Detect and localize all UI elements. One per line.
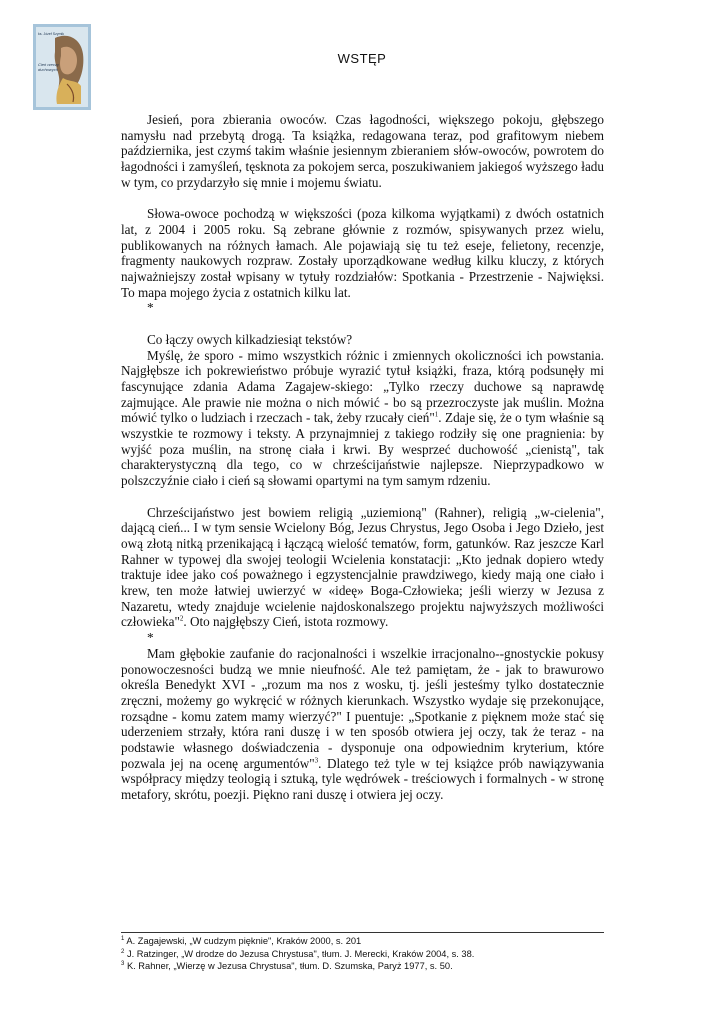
paragraph-3-continued: Zdaje się, że o tym właśnie są wszystkie te rozmowy i teksty. A przynajmniej z takiego rodziły się one pragnienia: by wyjść poza muślin, na stronę ciała i krwi. By wesprzeć duchowość „cienistą", tak charakterystyczną dla tego, co w chrześcijaństwie najlepsze. Nieprzypadkowo w polszczyźnie ciało i cień są słowami opartymi na tym samym rdzeniu. xyxy=(121,410,604,489)
footnote-divider xyxy=(121,932,604,933)
paragraph-5: Mam głębokie zaufanie do racjonalności i wszelkie irracjonalno--gnostyckie pokusy ponowoczesności budzą we mnie nieufność. Ale też pamiętam, że - jak to brawurowo określa Benedykt XVI - „rozum ma nos z wosku, tj. jeśli jesteśmy tylko dostatecznie zręczni, możemy go wykręcić w różnych kierunkach. Wszystko wydaje się przekonujące, rozsądne - komu zatem mamy wierzyć?" I puentuje: „Spotkanie z pięknem może stać się uderzeniem strzały, która rani duszę i w ten sposób otwiera jej oczy, tak że teraz - na podstawie własnego doświadczenia - dysponuje ona odpowiednim kryterium, które pozwala jej na ocenę argumentów"$^3$. Dlatego też tyle w tej książce prób nawiązywania współpracy między teologią i sztuką, tyle wędrówek - treściowych i formalnych - w stronę metafory, skrótu, poezji. Piękno rani duszę i otwiera jej oczy. xyxy=(121,645,605,803)
footnote-text: J. Ratzinger, „W drodze do Jezusa Chrystusa", tłum. J. Merecki, Kraków 2004, s. 38. xyxy=(126,948,475,959)
body-text xyxy=(121,112,604,803)
footnote-text: K. Rahner, „Wierzę w Jezusa Chrystusa", tłum. D. Szumska, Paryż 1977, s. 50. xyxy=(126,961,453,972)
section-separator: * xyxy=(147,300,154,316)
page-title: WSTĘP xyxy=(337,51,387,66)
footnote-ref-3[interactable]: 3 xyxy=(314,756,319,765)
footnote-1 xyxy=(121,935,604,948)
section-separator: * xyxy=(147,630,154,646)
footnotes xyxy=(121,935,604,973)
footnote-number: 1 xyxy=(121,935,125,942)
footnote-ref-1[interactable]: 1 xyxy=(434,410,439,419)
footnote-number: 3 xyxy=(121,961,125,968)
footnote-text: A. Zagajewski, „W cudzym pięknie", Kraków 2000, s. 201 xyxy=(126,936,362,946)
paragraph-4-text: Chrześcijaństwo jest bowiem religią „uziemioną" (Rahner), religią „w-cielenia", dającą cień... I w tym sensie Wcielony Bóg, Jezus Chrystus, Jego Osoba i Jego Dzieło, jest ową złotą nitką przenikającą i łączącą wielość tematów, form, gatunków. Raz jeszcze Karl Rahner w typowej dla swojej teologii Wcielenia konstatacji: „Kto jednak dopiero wtedy traktuje idee jako coś poważnego i egzystencjalnie prawdziwego, kiedy mają one ciało i krew, ten może łatwiej uwierzyć w «ideę» Boga-Człowieka; jeśli wierzy w Jezusa z Nazaretu, wtedy znajduje wcielenie najdoskonalszego projektu najwyższych możliwości człowieka" xyxy=(121,504,604,630)
paragraph-5-text: Mam głębokie zaufanie do racjonalności i wszelkie irracjonalno--gnostyckie pokusy ponowoczesności budzą we mnie nieufność. Ale też pamiętam, że - jak to brawurowo określa Benedykt XVI - „rozum ma nos z wosku, tj. jeśli jesteśmy tylko dostatecznie zręczni, możemy go wykręcić w różnych kierunkach. Wszystko wydaje się przekonujące, rozsądne - komu zatem mamy wierzyć?" I puentuje: „Spotkanie z pięknem może stać się uderzeniem strzały, która rani duszę i w ten sposób otwiera jej oczy, tak że teraz - na podstawie własnego doświadczenia - dysponuje ona odpowiednim kryterium, które pozwala jej na ocenę argumentów" xyxy=(121,645,604,771)
cover-author: ks. Józef Szymik xyxy=(38,32,65,36)
paragraph-3: Myślę, że sporo - mimo wszystkich różnic i zmiennych okoliczności ich powstania. Najgłębsze ich pokrewieństwo próbuje wyrazić tytuł książki, fraza, którą podsunęły mi fascynujące zdania Adama Zagajew-skiego: „Tylko rzeczy duchowe są naprawdę zajmujące. Ale prawie nie można o nich mówić - bo są przezroczyste jak muślin. Można mówić tylko o ludziach i rzeczach - tak, żeby rzucały cień"$^1$. Zdaje się, że o tym właśnie są wszystkie te rozmowy i teksty. A przynajmniej z takiego rodziły się one pragnienia: by wyjść poza muślin, na stronę ciała i krwi. By wesprzeć duchowość „cienistą", tak charakterystyczną dla tego, co w chrześcijaństwie najlepsze. Nieprzypadkowo w polszczyźnie ciało i cień są słowami opartymi na tym samym rdzeniu. xyxy=(121,347,604,489)
footnote-2 xyxy=(121,948,604,961)
paragraph-2: Słowa-owoce pochodzą w większości (poza kilkoma wyjątkami) z dwóch ostatnich lat, z 2004 i 2005 roku. Są zebrane głównie z rozmów, spisywanych przez wielu, publikowanych na różnych łamach. Ale pojawiają się tu też eseje, felietony, recenzje, fragmenty naukowych rozpraw. Zostały uporządkowane według kilku kluczy, z których najważniejszy został wpisany w tytuły rozdziałów: Spotkania - Przestrzenie - Najwięksi. To mapa mojego życia z ostatnich kilku lat. xyxy=(121,206,604,300)
paragraph-3-text: Myślę, że sporo - mimo wszystkich różnic i zmiennych okoliczności ich powstania. Najgłębsze ich pokrewieństwo próbuje wyrazić tytuł książki, fraza, którą podsunęły mi fascynujące zdania Adama Zagajew-skiego: „Tylko rzeczy duchowe są naprawdę zajmujące. Ale prawie nie można o nich mówić - bo są przezroczyste jak muślin. Można mówić tylko o ludziach i rzeczach - tak, żeby rzucały cień" xyxy=(121,347,604,426)
book-cover-thumbnail xyxy=(33,24,91,110)
footnote-number: 2 xyxy=(121,948,125,955)
cover-title: Cień rzeczy duchowych xyxy=(38,62,59,72)
paragraph-4: Chrześcijaństwo jest bowiem religią „uziemioną" (Rahner), religią „w-cielenia", dającą cień... I w tym sensie Wcielony Bóg, Jezus Chrystus, Jego Osoba i Jego Dzieło, jest ową złotą nitką przenikającą i łączącą wielość tematów, form, gatunków. Raz jeszcze Karl Rahner w typowej dla swojej teologii Wcielenia konstatacji: „Kto jednak dopiero wtedy traktuje idee jako coś poważnego i egzystencjalnie prawdziwego, kiedy mają one ciało i krew, ten może łatwiej uwierzyć w «ideę» Boga-Człowieka; jeśli wierzy w Jezusa z Nazaretu, wtedy znajduje wcielenie najdoskonalszego projektu najwyższych możliwości człowieka"$^2$. Oto najgłębszy Cień, istota rozmowy. xyxy=(121,504,604,630)
footnote-ref-2[interactable]: 2 xyxy=(179,615,184,624)
paragraph-1: Jesień, pora zbierania owoców. Czas łagodności, większego pokoju, głębszego namysłu nad przebytą drogą. Ta książka, redagowana teraz, pod grafitowym niebem października, jest czymś takim właśnie jesiennym zbieraniem słów-owoców, powrotem do łagodności i zamyśleń, tęsknota za pokojem serca, poszukiwaniem jakiegoś wyższego ładu w tym, co przydarzyło się mnie i mojemu światu. xyxy=(121,112,604,190)
paragraph-4-continued: Oto najgłębszy Cień, istota rozmowy. xyxy=(189,614,389,630)
paragraph-question: Co łączy owych kilkadziesiąt tekstów? xyxy=(147,331,353,347)
footnote-3 xyxy=(121,960,604,973)
paragraph-5-continued: Dlatego też tyle w tej książce prób nawiązywania współpracy między teologią i sztuką, tyle wędrówek - treściowych i formalnych - w stronę metafory, skrótu, poezji. Piękno rani duszę i otwiera jej oczy. xyxy=(121,755,605,803)
